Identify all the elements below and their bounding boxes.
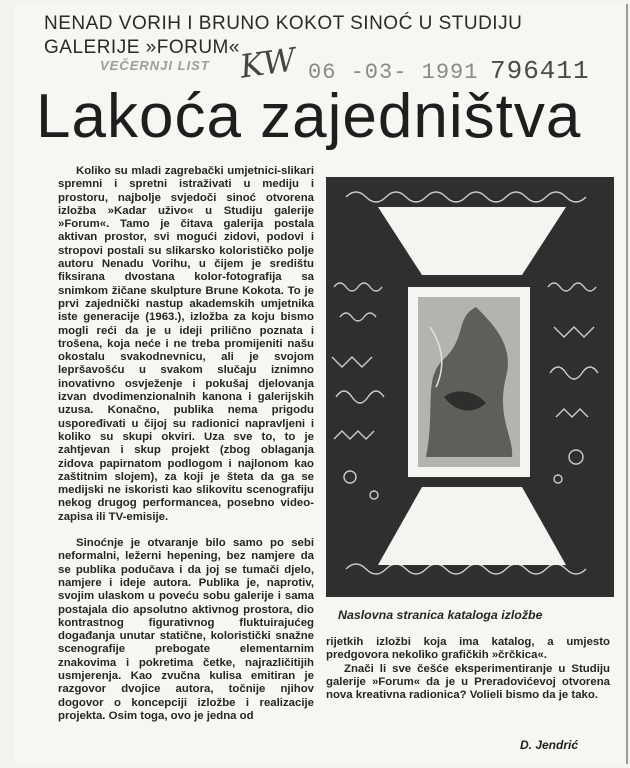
article-paragraph: Znači li sve češće eksperimentiranje u Studiju galerije »Forum« da je u Preradovićevoj otvorena nova kreativna radionica? Volieli bismo da je tako. [326,662,610,702]
article-body-right [326,636,610,702]
catalog-cover-image [326,177,614,597]
source-stamp: VEČERNJI LIST [100,58,210,73]
article-paragraph: Koliko su mladi zagrebački umjetnici-slikari spremni i spretni istraživati u mediju i prostoru, najbolje svjedoči sinoć otvorena izložba »Kadar uživo« u Studiju galerije »Forum«. Tamo je čitava galerija postala aktivan prostor, svi mogući zidovi, podovi i stropovi postali su slikarsko kolorističko polje autoru Nenadu Vorihu, u čijem je središtu fiksirana dvostana kolor-fotografija sa snimkom žičane skulpture Brune Kokota. To je prvi zajednički nastup akademskih umjetnika iste generacije (1963.), izložba za koju bismo mogli reći da je u ideji prilično poznata i trošena, koja neće i ne treba promijeniti našu okostalu svakodnevnicu, ali je svojom lepršavošću u svakom slučaju iznimno inovativno osvježenje i pokušaj djelovanja izvan dvodimenzionalnih kanona i galerijskih uzusa. Konačno, publika nema prigodu uspoređivati u čijoj su radionici napravljeni i koliko su skupi okviri. Uza sve to, to je zahtjevan i skup projekt (zbog oblaganja zidova papirnatom podlogom i najlonom kao zaštitnim slojem), za koji je šteta da ga se medijski ne iskoristi kao slikovitu scenografiju nekog drugog performancea, posebno video-zapisa ili TV-emisije. [58,165,314,523]
wire-sculpture-photo [418,297,520,467]
catalog-cover-art [326,177,614,597]
article-paragraph: rijetkih izložbi koja ima katalog, a umjesto predgovora nekoliko grafičkih »črčkica«. [326,636,610,662]
article-kicker: NENAD VORIH I BRUNO KOKOT SINOĆ U STUDIJU GALERIJE »FORUM« [44,13,523,58]
figure-caption: Naslovna stranica kataloga izložbe [338,608,543,622]
date-stamp: 06 -03- 1991 [308,60,479,85]
clip-number: 796411 [490,56,590,86]
headline: Lakoća zajedništva [36,82,582,151]
article-body-left [58,165,314,723]
handwritten-initials: KW [237,40,299,86]
article-paragraph: Sinoćnje je otvaranje bilo samo po sebi neformalni, ležerni hepening, bez namjere da se publika podučava i da joj se tumači djelo, namjere i ideje autora. Publika je, naprotiv, svojim ulaskom u poveću sobu galerije i sama postajala dio apsolutno aktivnog prostora, dio kontrastnog figurativnog fluktuirajućeg događanja unutar statične, koloristički snažne scenografije prebogate elementarnim znakovima i pokretima četke, najrazličitijih usmjerenja. Kao zvučna kulisa emitiran je razgovor dvojice autora, točnije njihov dogovor o koncepciji izložbe i realizacije projekta. Osim toga, ovo je jedna od [58,537,314,722]
author-byline: D. Jendrić [520,738,579,752]
